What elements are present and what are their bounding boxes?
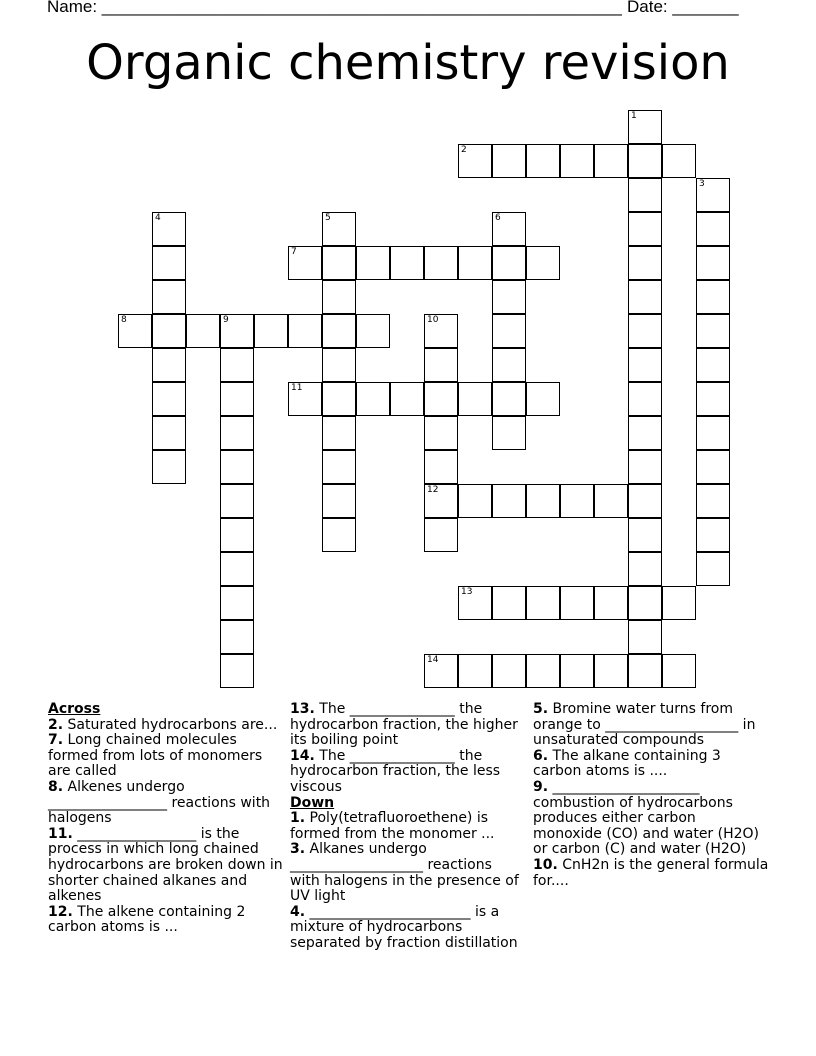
- crossword-cell[interactable]: [526, 246, 560, 280]
- crossword-cell[interactable]: [322, 314, 356, 348]
- clue-item: [48, 780, 284, 827]
- crossword-cell[interactable]: [322, 212, 356, 246]
- crossword-cell[interactable]: [322, 246, 356, 280]
- clue-text: Alkenes undergo _________________ reactions with halogens: [48, 778, 271, 827]
- crossword-cell[interactable]: [492, 654, 526, 688]
- crossword-cell[interactable]: [220, 654, 254, 688]
- clue-number: 3.: [290, 841, 306, 858]
- clue-item: [533, 858, 769, 889]
- crossword-cell[interactable]: [594, 654, 628, 688]
- clue-number: 10.: [533, 856, 558, 873]
- clue-number: 11: [291, 383, 303, 393]
- clue-number: 7.: [48, 732, 64, 749]
- clue-number: 11.: [48, 825, 73, 842]
- crossword-cell[interactable]: [492, 382, 526, 416]
- crossword-cell[interactable]: [696, 246, 730, 280]
- crossword-cell[interactable]: [458, 484, 492, 518]
- clue-number: 1: [631, 111, 637, 121]
- crossword-cell[interactable]: [628, 246, 662, 280]
- crossword-cell[interactable]: [662, 144, 696, 178]
- crossword-cell[interactable]: [492, 212, 526, 246]
- crossword-cell[interactable]: [356, 246, 390, 280]
- crossword-cell[interactable]: [424, 518, 458, 552]
- clue-item: [48, 827, 284, 905]
- crossword-cell[interactable]: [628, 484, 662, 518]
- crossword-cell[interactable]: [152, 280, 186, 314]
- clue-text: The alkane containing 3 carbon atoms is ....: [533, 747, 721, 780]
- clue-number: 4: [155, 213, 161, 223]
- crossword-cell[interactable]: [628, 552, 662, 586]
- clue-number: 3: [699, 179, 705, 189]
- crossword-cell[interactable]: [390, 382, 424, 416]
- clue-number: 2: [461, 145, 467, 155]
- clue-column-1: [48, 702, 284, 936]
- crossword-cell[interactable]: [696, 450, 730, 484]
- crossword-cell[interactable]: [662, 586, 696, 620]
- crossword-cell[interactable]: [696, 484, 730, 518]
- crossword-cell[interactable]: [322, 450, 356, 484]
- crossword-cell[interactable]: [526, 484, 560, 518]
- crossword-cell[interactable]: [628, 348, 662, 382]
- crossword-cell[interactable]: [628, 382, 662, 416]
- crossword-cell[interactable]: [220, 586, 254, 620]
- crossword-cell[interactable]: [322, 382, 356, 416]
- clue-text: Poly(tetrafluoroethene) is formed from the monomer ...: [290, 810, 495, 842]
- crossword-cell[interactable]: [628, 450, 662, 484]
- crossword-cell[interactable]: [628, 144, 662, 178]
- crossword-cell[interactable]: [322, 348, 356, 382]
- crossword-cell[interactable]: [560, 654, 594, 688]
- crossword-cell[interactable]: [152, 246, 186, 280]
- clue-item: [533, 749, 769, 780]
- crossword-cell[interactable]: [356, 382, 390, 416]
- crossword-cell[interactable]: [628, 110, 662, 144]
- crossword-cell[interactable]: [458, 654, 492, 688]
- crossword-cell[interactable]: [424, 348, 458, 382]
- crossword-cell[interactable]: [458, 144, 492, 178]
- crossword-cell[interactable]: [696, 518, 730, 552]
- crossword-cell[interactable]: [628, 518, 662, 552]
- crossword-cell[interactable]: [696, 348, 730, 382]
- crossword-cell[interactable]: [526, 586, 560, 620]
- clue-number: 8: [121, 315, 127, 325]
- crossword-cell[interactable]: [560, 586, 594, 620]
- crossword-cell[interactable]: [424, 654, 458, 688]
- crossword-cell[interactable]: [322, 280, 356, 314]
- page-title: Organic chemistry revision: [86, 35, 730, 91]
- crossword-cell[interactable]: [560, 484, 594, 518]
- crossword-cell[interactable]: [424, 382, 458, 416]
- crossword-cell[interactable]: [424, 314, 458, 348]
- clue-item: [48, 905, 284, 936]
- crossword-cell[interactable]: [526, 382, 560, 416]
- crossword-cell[interactable]: [526, 654, 560, 688]
- crossword-cell[interactable]: [696, 416, 730, 450]
- crossword-cell[interactable]: [594, 484, 628, 518]
- crossword-cell[interactable]: [696, 212, 730, 246]
- crossword-cell[interactable]: [288, 314, 322, 348]
- clue-text: The alkene containing 2 carbon atoms is ...: [48, 903, 246, 936]
- clue-text: The _______________ the hydrocarbon fraction, the higher its boiling point: [290, 701, 518, 749]
- clue-number: 12: [427, 485, 439, 495]
- clue-text: _________________ is the process in which long chained hydrocarbons are broken down in shorter chained alkanes and alkenes: [48, 825, 283, 905]
- clue-item: [290, 811, 526, 842]
- clue-text: _______________________ is a mixture of hydrocarbons separated by fraction distillation: [290, 903, 518, 951]
- clue-heading: Down: [290, 794, 335, 811]
- clue-text: Alkanes undergo ___________________ reactions with halogens in the presence of UV light: [290, 841, 519, 905]
- crossword-cell[interactable]: [458, 586, 492, 620]
- crossword-cell[interactable]: [152, 212, 186, 246]
- clue-number: 5: [325, 213, 331, 223]
- crossword-cell[interactable]: [696, 552, 730, 586]
- crossword-cell[interactable]: [220, 416, 254, 450]
- clue-item: [290, 905, 526, 952]
- clue-text: The _______________ the hydrocarbon fraction, the less viscous: [290, 747, 501, 795]
- crossword-cell[interactable]: [322, 416, 356, 450]
- clue-text: Long chained molecules formed from lots of monomers are called: [48, 732, 263, 780]
- crossword-cell[interactable]: [492, 314, 526, 348]
- crossword-cell[interactable]: [492, 246, 526, 280]
- clue-item: [533, 780, 769, 858]
- crossword-cell[interactable]: [628, 314, 662, 348]
- crossword-cell[interactable]: [220, 382, 254, 416]
- crossword-cell[interactable]: [220, 348, 254, 382]
- clue-number: 10: [427, 315, 439, 325]
- date-field-label: Date: _______: [627, 0, 739, 16]
- clue-number: 9: [223, 315, 229, 325]
- crossword-cell[interactable]: [220, 314, 254, 348]
- crossword-cell[interactable]: [424, 416, 458, 450]
- crossword-cell[interactable]: [220, 552, 254, 586]
- clue-number: 6: [495, 213, 501, 223]
- crossword-cell[interactable]: [152, 450, 186, 484]
- crossword-cell[interactable]: [560, 144, 594, 178]
- crossword-cell[interactable]: [628, 212, 662, 246]
- clue-number: 14.: [290, 747, 315, 764]
- clue-number: 9.: [533, 778, 549, 795]
- crossword-cell[interactable]: [594, 144, 628, 178]
- crossword-cell[interactable]: [628, 620, 662, 654]
- crossword-cell[interactable]: [492, 144, 526, 178]
- crossword-cell[interactable]: [322, 518, 356, 552]
- clue-number: 1.: [290, 810, 306, 827]
- crossword-cell[interactable]: [526, 144, 560, 178]
- crossword-cell[interactable]: [628, 654, 662, 688]
- crossword-cell[interactable]: [220, 450, 254, 484]
- crossword-cell[interactable]: [628, 280, 662, 314]
- clue-number: 13: [461, 587, 473, 597]
- crossword-cell[interactable]: [390, 246, 424, 280]
- crossword-cell[interactable]: [628, 416, 662, 450]
- clue-item: [290, 702, 526, 749]
- crossword-cell[interactable]: [696, 382, 730, 416]
- clue-number: 14: [427, 655, 439, 665]
- crossword-cell[interactable]: [322, 484, 356, 518]
- crossword-cell[interactable]: [628, 586, 662, 620]
- crossword-cell[interactable]: [458, 382, 492, 416]
- clue-column-3: [533, 702, 769, 889]
- crossword-cell[interactable]: [220, 484, 254, 518]
- clue-number: 5.: [533, 701, 549, 717]
- crossword-cell[interactable]: [152, 382, 186, 416]
- clue-item: [290, 749, 526, 796]
- clue-text: Bromine water turns from orange to ___________________ in unsaturated compounds: [533, 701, 756, 749]
- clue-number: 8.: [48, 778, 64, 795]
- clue-item: [533, 702, 769, 749]
- crossword-cell[interactable]: [458, 246, 492, 280]
- clue-number: 13.: [290, 701, 315, 717]
- clue-text: Saturated hydrocarbons are...: [63, 716, 278, 733]
- crossword-cell[interactable]: [492, 280, 526, 314]
- crossword-cell[interactable]: [628, 178, 662, 212]
- crossword-cell[interactable]: [220, 620, 254, 654]
- clue-heading: Across: [48, 701, 101, 717]
- crossword-cell[interactable]: [424, 484, 458, 518]
- clue-item: [48, 733, 284, 780]
- clue-number: 12.: [48, 903, 73, 920]
- crossword-cell[interactable]: [662, 654, 696, 688]
- clue-text: CnH2n is the general formula for....: [533, 856, 769, 889]
- clue-number: 4.: [290, 903, 306, 920]
- clue-text: _____________________ combustion of hydrocarbons produces either carbon monoxide (CO) and water (H2O) or carbon (C) and water (H2O): [533, 778, 760, 858]
- clue-item: [290, 842, 526, 904]
- name-field-label: Name: _______________________________________________________: [47, 0, 622, 16]
- crossword-cell[interactable]: [424, 246, 458, 280]
- crossword-cell[interactable]: [424, 450, 458, 484]
- crossword-cell[interactable]: [492, 484, 526, 518]
- crossword-cell[interactable]: [696, 280, 730, 314]
- crossword-cell[interactable]: [492, 416, 526, 450]
- clue-number: 7: [291, 247, 297, 257]
- crossword-cell[interactable]: [118, 314, 152, 348]
- clue-number: 6.: [533, 747, 549, 764]
- clue-column-2: [290, 702, 526, 952]
- crossword-cell[interactable]: [288, 246, 322, 280]
- clue-number: 2.: [48, 716, 64, 733]
- crossword-cell[interactable]: [152, 416, 186, 450]
- crossword-cell[interactable]: [152, 314, 186, 348]
- crossword-cell[interactable]: [220, 518, 254, 552]
- crossword-cell[interactable]: [152, 348, 186, 382]
- crossword-cell[interactable]: [492, 586, 526, 620]
- crossword-cell[interactable]: [696, 178, 730, 212]
- crossword-cell[interactable]: [288, 382, 322, 416]
- crossword-cell[interactable]: [254, 314, 288, 348]
- clue-item: [48, 718, 284, 734]
- crossword-cell[interactable]: [594, 586, 628, 620]
- crossword-cell[interactable]: [186, 314, 220, 348]
- crossword-cell[interactable]: [356, 314, 390, 348]
- crossword-cell[interactable]: [492, 348, 526, 382]
- crossword-cell[interactable]: [696, 314, 730, 348]
